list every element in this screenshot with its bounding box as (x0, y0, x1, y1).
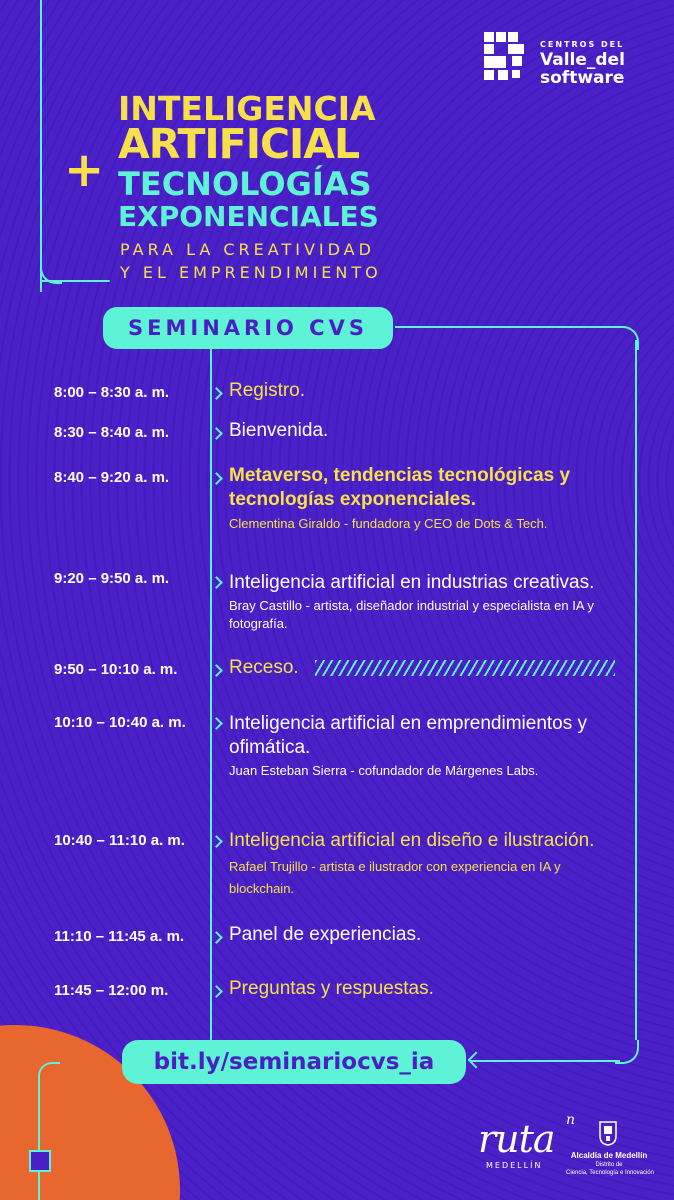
logo-line2: Valle_del (540, 50, 625, 70)
ruta-n-logo-text: ruta (478, 1117, 555, 1161)
time-slot-2: 8:30 – 8:40 a. m. (54, 424, 170, 441)
event-title-3a: Metaverso, tendencias tecnológicas y (229, 465, 571, 486)
speaker-7a: Rafael Trujillo - artista e ilustrador con experiencia en IA y (229, 859, 561, 874)
event-title-8: Panel de experiencias. (229, 924, 422, 945)
speaker-7b: blockchain. (229, 881, 295, 896)
event-title-2: Bienvenida. (229, 420, 329, 441)
seminar-link[interactable]: bit.ly/seminariocvs_ia (122, 1040, 466, 1084)
speaker-6: Juan Esteban Sierra - cofundador de Márgenes Labs. (229, 763, 539, 778)
time-slot-6: 10:10 – 10:40 a. m. (54, 714, 186, 731)
event-title-3b: tecnologías exponenciales. (229, 489, 477, 510)
title-line-2: ARTIFICIAL (118, 120, 360, 168)
plus-sign: + (64, 142, 105, 198)
time-slot-1: 8:00 – 8:30 a. m. (54, 384, 170, 401)
speaker-4b: fotografía. (229, 616, 288, 631)
speaker-4a: Bray Castillo - artista, diseñador industrial y especialista en IA y (229, 598, 594, 613)
event-title-4: Inteligencia artificial en industrias creativas. (229, 572, 595, 593)
seminar-badge: SEMINARIO CVS (103, 307, 393, 349)
alcaldia-seal-icon (598, 1120, 618, 1146)
logo-line3: software (540, 68, 625, 88)
time-slot-7: 10:40 – 11:10 a. m. (54, 832, 185, 849)
event-title-6a: Inteligencia artificial en emprendimientos y (229, 713, 588, 734)
bottom-left-corner (38, 1062, 60, 1088)
ruta-n-city: MEDELLÍN (486, 1161, 543, 1170)
logo-line1: CENTROS DEL (540, 40, 625, 49)
top-left-vertical-line (40, 0, 42, 292)
alcaldia-name: Alcaldía de Medellín (570, 1151, 648, 1160)
bottom-left-line (38, 1085, 40, 1157)
title-line-1: INTELIGENCIA (118, 89, 376, 128)
bottom-left-tail-line (38, 1172, 40, 1200)
time-slot-9: 11:45 – 12:00 m. (54, 982, 169, 999)
event-title-6b: ofimática. (229, 737, 311, 758)
bottom-link-line (470, 1060, 620, 1062)
right-horizontal-line (395, 326, 625, 328)
cvs-logo-icon (484, 32, 526, 82)
link-arrow-icon (468, 1052, 485, 1069)
break-hatch-decoration (315, 660, 615, 676)
bottom-left-square-icon (29, 1150, 51, 1172)
alcaldia-district: Distrito de (595, 1162, 623, 1168)
right-vertical-line (635, 340, 637, 1040)
ruta-n-logo-n: n (566, 1112, 576, 1128)
event-title-5: Receso. (229, 657, 299, 678)
title-line-4: EXPONENCIALES (118, 200, 379, 233)
event-title-1: Registro. (229, 380, 306, 401)
alcaldia-secretariat: Ciencia, Tecnología e Innovación (566, 1170, 654, 1176)
event-title-7: Inteligencia artificial en diseño e ilustración. (229, 830, 595, 851)
title-line-3: TECNOLOGÍAS (118, 165, 372, 203)
subtitle-line-2: Y EL EMPRENDIMIENTO (120, 263, 382, 282)
time-slot-8: 11:10 – 11:45 a. m. (54, 928, 185, 945)
time-slot-3: 8:40 – 9:20 a. m. (54, 469, 170, 486)
subtitle-line-1: PARA LA CREATIVIDAD (120, 240, 375, 259)
event-title-9: Preguntas y respuestas. (229, 978, 434, 999)
time-slot-5: 9:50 – 10:10 a. m. (54, 661, 178, 678)
speaker-3: Clementina Giraldo - fundadora y CEO de Dots & Tech. (229, 516, 548, 531)
time-slot-4: 9:20 – 9:50 a. m. (54, 570, 170, 587)
